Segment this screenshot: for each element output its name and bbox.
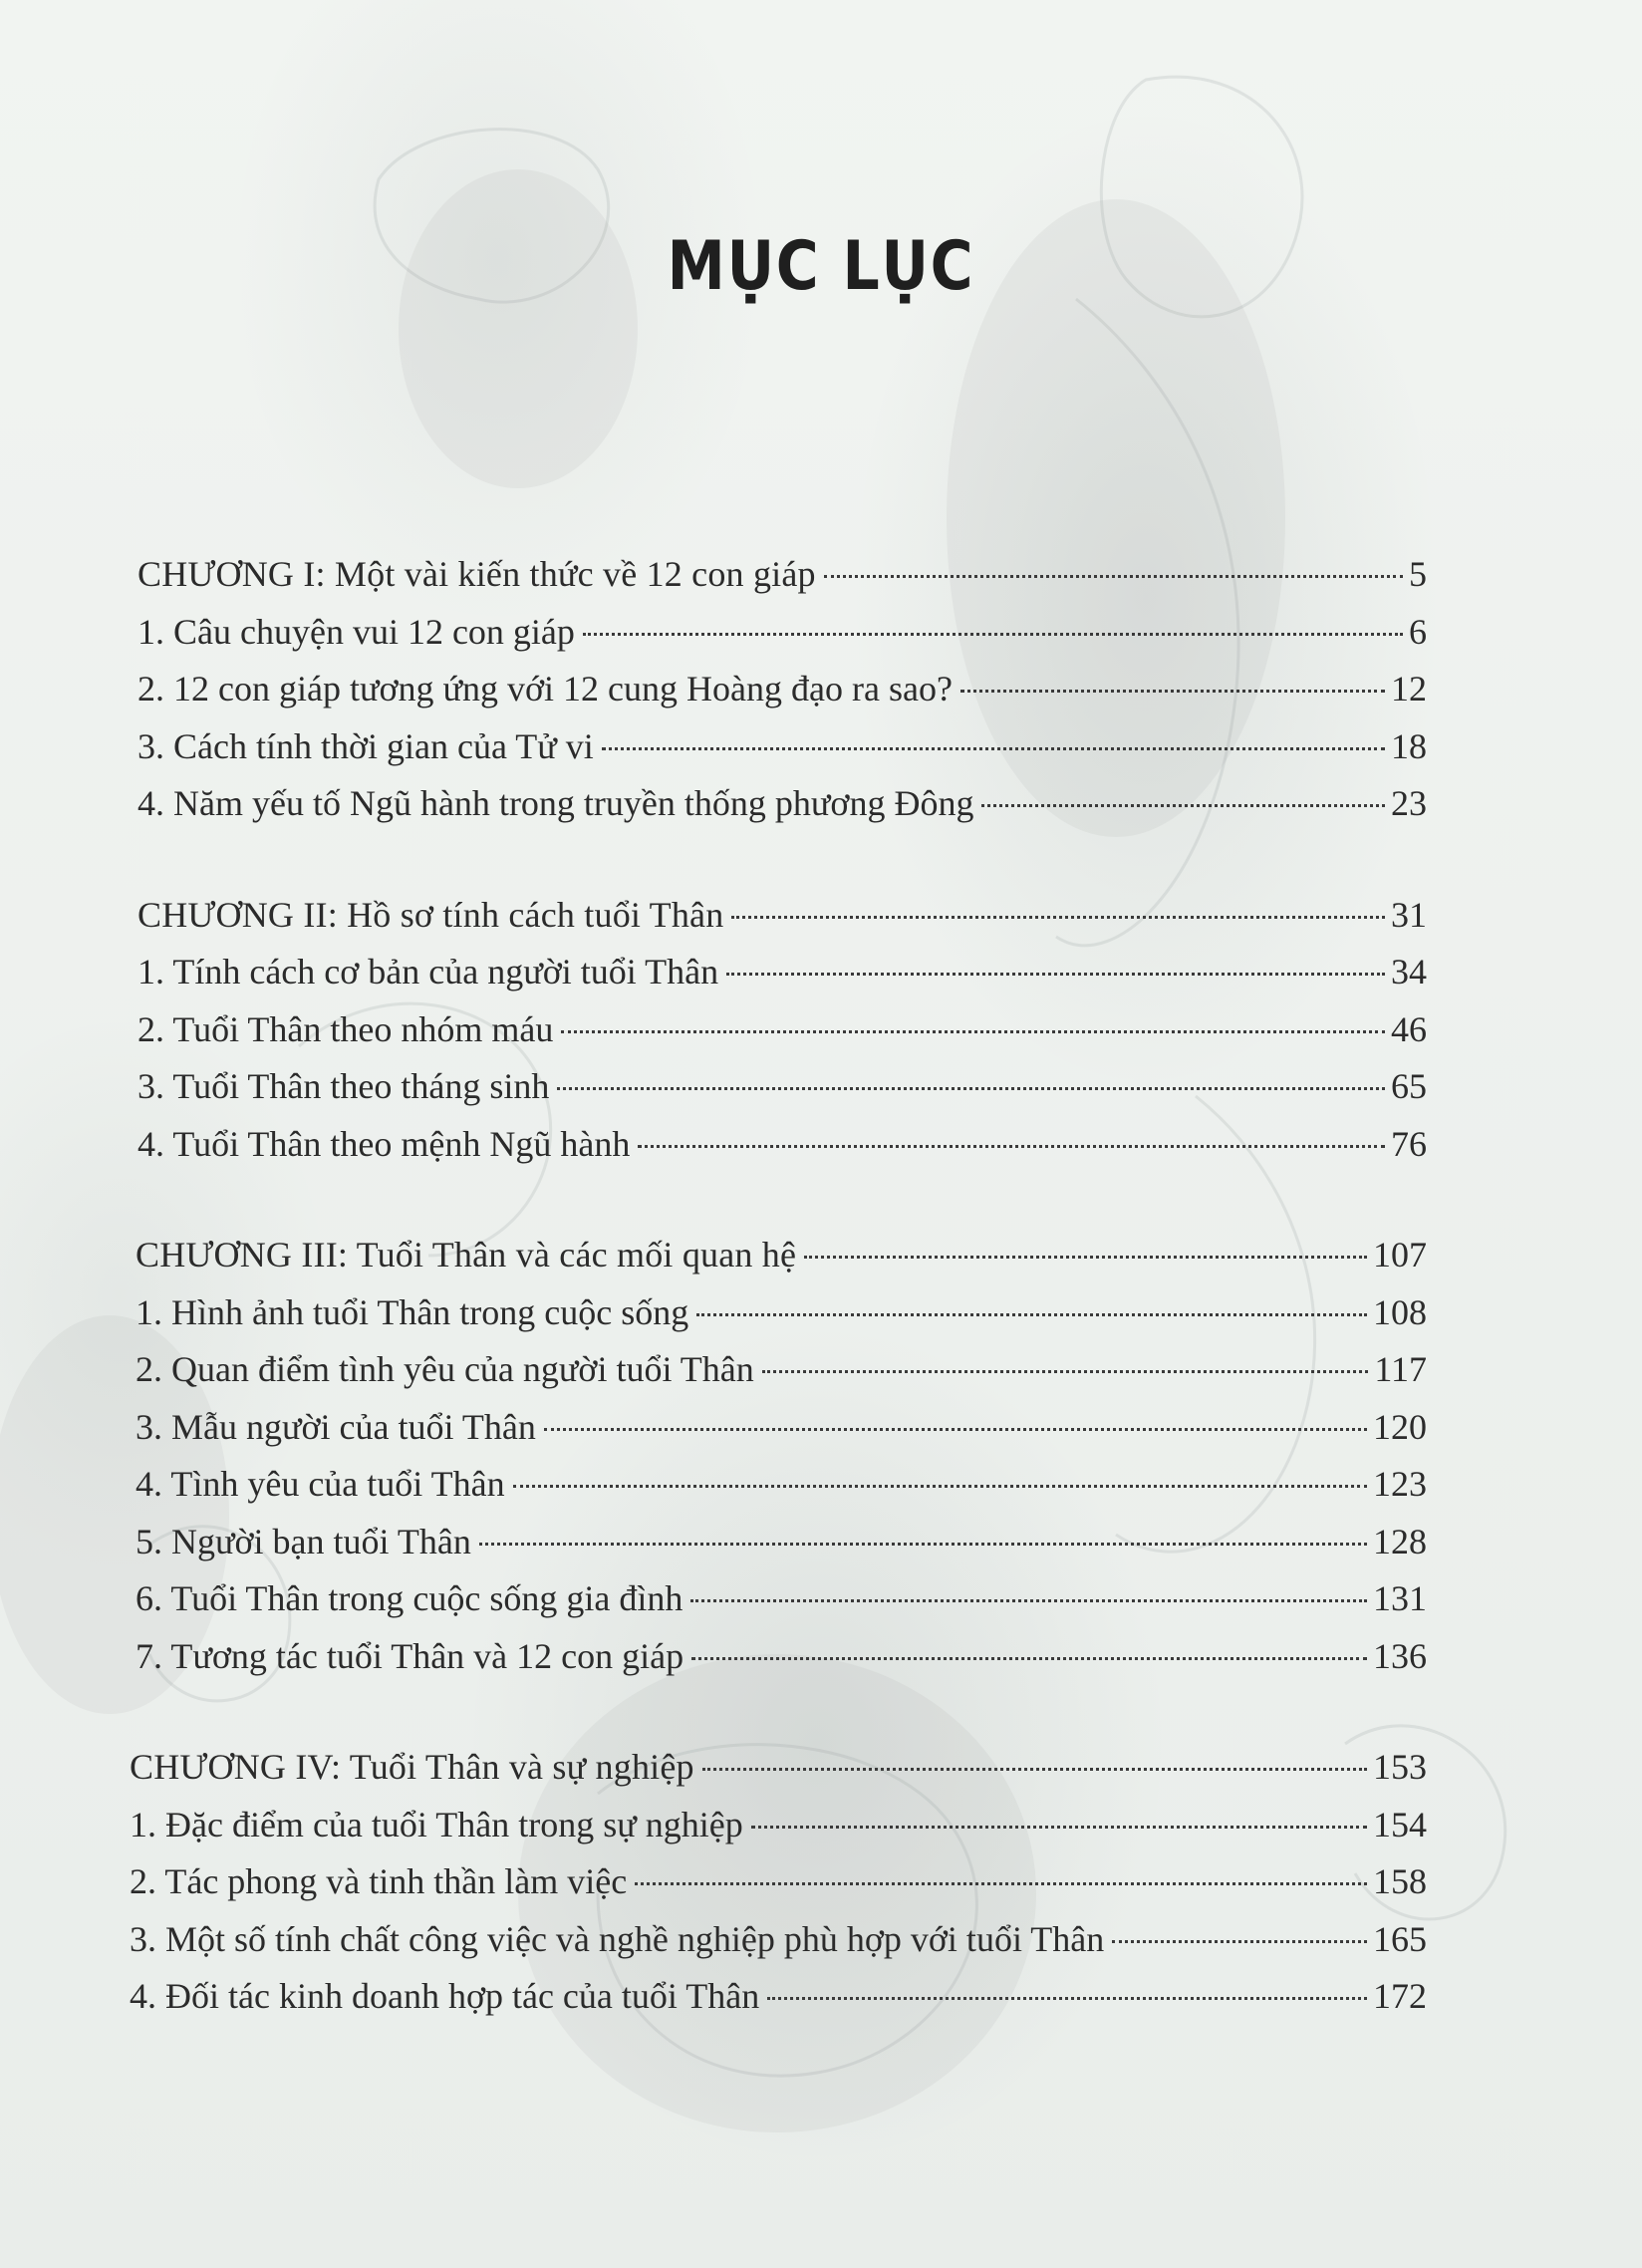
dot-leader — [691, 1657, 1367, 1660]
toc-page-number: 117 — [1374, 1349, 1427, 1389]
toc-entry-label: CHƯƠNG I: Một vài kiến thức về 12 con giáp — [137, 554, 816, 594]
toc-entry-label: 1. Câu chuyện vui 12 con giáp — [137, 611, 575, 652]
toc-entry[interactable] — [136, 1628, 1427, 1686]
toc-page-number: 123 — [1373, 1464, 1427, 1504]
toc-page-number: 76 — [1391, 1123, 1427, 1164]
dot-leader — [544, 1428, 1367, 1431]
table-of-contents — [130, 546, 1427, 2080]
toc-page-number: 120 — [1373, 1406, 1427, 1447]
toc-entry-label: 1. Tính cách cơ bản của người tuổi Thân — [137, 952, 719, 992]
toc-page-number: 23 — [1391, 783, 1427, 823]
toc-entry-label: 2. Tuổi Thân theo nhóm máu — [137, 1008, 554, 1049]
dot-leader — [762, 1370, 1369, 1373]
toc-page-number: 158 — [1373, 1861, 1427, 1901]
dot-leader — [751, 1826, 1367, 1829]
toc-entry[interactable] — [136, 1227, 1427, 1284]
toc-page-number: 128 — [1373, 1521, 1427, 1561]
toc-entry[interactable] — [137, 1001, 1427, 1059]
dot-leader — [696, 1313, 1367, 1316]
toc-entry-label: 3. Cách tính thời gian của Tử vi — [137, 725, 594, 766]
toc-entry[interactable] — [136, 1341, 1427, 1399]
toc-entry[interactable] — [136, 1456, 1427, 1514]
toc-entry-label: 7. Tương tác tuổi Thân và 12 con giáp — [136, 1635, 684, 1676]
toc-entry[interactable] — [137, 546, 1427, 604]
dot-leader — [638, 1145, 1385, 1148]
page-title: MỤC LỤC — [667, 227, 975, 306]
toc-entry-label: 3. Tuổi Thân theo tháng sinh — [137, 1066, 550, 1106]
dot-leader — [731, 916, 1385, 919]
toc-page-number: 12 — [1391, 669, 1427, 709]
toc-entry[interactable] — [137, 718, 1427, 776]
toc-entry[interactable] — [137, 887, 1427, 945]
dot-leader — [561, 1030, 1385, 1033]
toc-entry[interactable] — [137, 944, 1427, 1001]
dot-leader — [824, 575, 1403, 578]
dot-leader — [602, 747, 1385, 750]
dot-leader — [635, 1882, 1367, 1885]
dot-leader — [767, 1997, 1367, 2000]
toc-page-number: 165 — [1373, 1918, 1427, 1959]
toc-entry[interactable] — [130, 1739, 1427, 1797]
toc-page-number: 154 — [1373, 1804, 1427, 1844]
toc-entry-label: 4. Tuổi Thân theo mệnh Ngũ hành — [137, 1123, 631, 1164]
toc-entry-label: CHƯƠNG IV: Tuổi Thân và sự nghiệp — [130, 1747, 694, 1787]
dot-leader — [981, 804, 1385, 807]
toc-entry-label: 3. Một số tính chất công việc và nghề nghiệp phù hợp với tuổi Thân — [130, 1918, 1105, 1959]
toc-entry-label: 4. Năm yếu tố Ngũ hành trong truyền thống phương Đông — [137, 783, 974, 823]
toc-page-number: 172 — [1373, 1976, 1427, 2016]
toc-entry[interactable] — [137, 1058, 1427, 1116]
toc-section-chapter-4 — [130, 1739, 1427, 2026]
toc-page-number: 34 — [1391, 952, 1427, 992]
toc-entry-label: 3. Mẫu người của tuổi Thân — [136, 1406, 536, 1447]
dot-leader — [960, 690, 1385, 693]
toc-page-number: 153 — [1373, 1747, 1427, 1787]
toc-entry-label: 2. 12 con giáp tương ứng với 12 cung Hoàng đạo ra sao? — [137, 669, 953, 709]
toc-entry-label: 6. Tuổi Thân trong cuộc sống gia đình — [136, 1578, 684, 1618]
toc-entry-label: 4. Tình yêu của tuổi Thân — [136, 1464, 505, 1504]
toc-entry[interactable] — [137, 775, 1427, 833]
toc-page-number: 31 — [1391, 894, 1427, 935]
toc-page-number: 108 — [1373, 1291, 1427, 1332]
dot-leader — [804, 1256, 1367, 1259]
toc-page-number: 18 — [1391, 725, 1427, 766]
dot-leader — [1112, 1940, 1367, 1943]
toc-page-number: 131 — [1373, 1578, 1427, 1618]
toc-page-number: 107 — [1373, 1235, 1427, 1275]
toc-section-chapter-1 — [137, 546, 1427, 833]
toc-entry-label: CHƯƠNG III: Tuổi Thân và các mối quan hệ — [136, 1235, 797, 1275]
toc-entry[interactable] — [136, 1399, 1427, 1457]
toc-entry[interactable] — [137, 1116, 1427, 1174]
toc-entry-label: 2. Quan điểm tình yêu của người tuổi Thân — [136, 1349, 754, 1389]
toc-entry-label: 1. Hình ảnh tuổi Thân trong cuộc sống — [136, 1291, 689, 1332]
toc-page-number: 46 — [1391, 1008, 1427, 1049]
toc-entry[interactable] — [137, 604, 1427, 662]
toc-entry[interactable] — [130, 1968, 1427, 2026]
toc-entry[interactable] — [130, 1911, 1427, 1969]
dot-leader — [583, 633, 1403, 636]
toc-page-number: 136 — [1373, 1635, 1427, 1676]
toc-entry-label: CHƯƠNG II: Hồ sơ tính cách tuổi Thân — [137, 894, 724, 935]
toc-page-number: 6 — [1409, 611, 1427, 652]
toc-entry[interactable] — [136, 1514, 1427, 1571]
toc-entry-label: 5. Người bạn tuổi Thân — [136, 1521, 471, 1561]
toc-entry[interactable] — [137, 661, 1427, 718]
toc-section-chapter-3 — [136, 1227, 1427, 1685]
dot-leader — [726, 973, 1385, 976]
toc-page-number: 65 — [1391, 1066, 1427, 1106]
dot-leader — [557, 1087, 1385, 1090]
toc-entry[interactable] — [130, 1853, 1427, 1911]
toc-section-chapter-2 — [137, 887, 1427, 1174]
toc-entry-label: 4. Đối tác kinh doanh hợp tác của tuổi Thân — [130, 1976, 760, 2016]
toc-page-number: 5 — [1409, 554, 1427, 594]
dot-leader — [479, 1543, 1367, 1546]
dot-leader — [702, 1768, 1367, 1771]
toc-entry-label: 1. Đặc điểm của tuổi Thân trong sự nghiệp — [130, 1804, 743, 1844]
dot-leader — [513, 1485, 1367, 1488]
toc-entry-label: 2. Tác phong và tinh thần làm việc — [130, 1861, 628, 1901]
toc-entry[interactable] — [130, 1797, 1427, 1854]
toc-entry[interactable] — [136, 1284, 1427, 1342]
toc-entry[interactable] — [136, 1570, 1427, 1628]
dot-leader — [690, 1599, 1367, 1602]
